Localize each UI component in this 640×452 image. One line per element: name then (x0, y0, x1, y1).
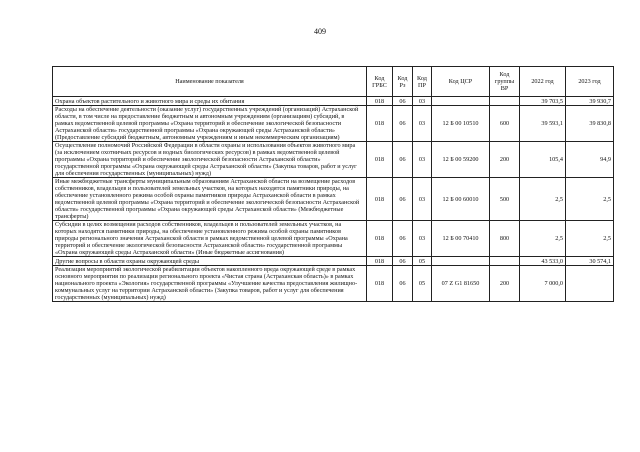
page-number: 409 (314, 27, 326, 36)
row-2022: 43 533,0 (520, 257, 566, 266)
table-row (53, 221, 614, 257)
row-csr: 12 Б 00 60010 (432, 178, 490, 221)
row-pr: 03 (413, 106, 432, 142)
row-2023: 30 574,1 (566, 257, 614, 266)
row-2022: 39 593,1 (520, 106, 566, 142)
row-name: Иные межбюджетные трансферты муниципальным образованиям Астраханской области на возмещение расходов собственников, владельцев и пользователей земельных участков, на которых находятся памятники природы, на обеспечение установленного режима особой охраны памятников природы Астраханской области в рамках ведомственной целевой программы «Охрана территорий и обеспечение экологической безопасности Астраханской области» государственной программы «Охрана окружающей среды Астраханской области» (Межбюджетные трансферты) (53, 178, 367, 221)
header-vr: Код группы ВР (490, 67, 520, 97)
row-csr: 07 Z G1 81650 (432, 266, 490, 302)
header-pr: Код ПР (413, 67, 432, 97)
row-grbs: 018 (367, 142, 393, 178)
row-csr: 12 Б 00 10510 (432, 106, 490, 142)
table-row (53, 142, 614, 178)
row-grbs: 018 (367, 257, 393, 266)
table-header-row (53, 67, 614, 97)
row-2023 (566, 266, 614, 302)
table-row (53, 97, 614, 106)
row-pr: 05 (413, 257, 432, 266)
row-2022: 2,5 (520, 178, 566, 221)
row-pr: 05 (413, 266, 432, 302)
row-vr: 500 (490, 178, 520, 221)
row-vr: 200 (490, 266, 520, 302)
row-2023: 2,5 (566, 221, 614, 257)
row-grbs: 018 (367, 178, 393, 221)
row-vr (490, 257, 520, 266)
row-name: Субсидии в целях возмещения расходов собственников, владельцев и пользователей земельных участков, на которых находятся памятники природы, на обеспечение установленного режима особой охраны памятников природы регионального значения Астраханской области в рамках ведомственной целевой программы «Охрана территорий и обеспечение экологической безопасности Астраханской области» государственной программы «Охрана окружающей среды Астраханской области» (Иные бюджетные ассигнования) (53, 221, 367, 257)
row-rz: 06 (393, 266, 413, 302)
table-row (53, 106, 614, 142)
header-2022: 2022 год (520, 67, 566, 97)
row-2023: 39 830,8 (566, 106, 614, 142)
header-rz: Код Рз (393, 67, 413, 97)
header-grbs: Код ГРБС (367, 67, 393, 97)
row-vr: 200 (490, 142, 520, 178)
row-2023: 94,9 (566, 142, 614, 178)
row-vr: 600 (490, 106, 520, 142)
row-rz: 06 (393, 97, 413, 106)
row-grbs: 018 (367, 266, 393, 302)
table-row (53, 178, 614, 221)
row-rz: 06 (393, 221, 413, 257)
row-csr: 12 Б 00 59200 (432, 142, 490, 178)
table-row (53, 266, 614, 302)
row-2022: 105,4 (520, 142, 566, 178)
row-2022: 7 000,0 (520, 266, 566, 302)
row-grbs: 018 (367, 221, 393, 257)
budget-table (52, 66, 614, 302)
row-rz: 06 (393, 106, 413, 142)
row-name: Реализация мероприятий экологической реабилитации объектов накопленного вреда окружающей среде в рамках основного мероприятия по реализации регионального проекта «Чистая страна (Астраханская область)» в рамках национального проекта «Экология» государственной программы «Улучшение качества предоставления жилищно-коммунальных услуг на территории Астраханской области» (Закупка товаров, работ и услуг для обеспечения государственных (муниципальных) нужд) (53, 266, 367, 302)
row-name: Осуществление полномочий Российской Федерации в области охраны и использования объектов животного мира (за исключением охотничьих ресурсов и водных биологических ресурсов) в рамках ведомственной целевой программы «Охрана территорий и обеспечение экологической безопасности Астраханской области» государственной программы «Охрана окружающей среды Астраханской области» (Закупка товаров, работ и услуг для обеспечения государственных (муниципальных) нужд) (53, 142, 367, 178)
header-csr: Код ЦСР (432, 67, 490, 97)
row-rz: 06 (393, 178, 413, 221)
row-name: Другие вопросы в области охраны окружающей среды (53, 257, 367, 266)
row-pr: 03 (413, 178, 432, 221)
row-grbs: 018 (367, 106, 393, 142)
row-2023: 2,5 (566, 178, 614, 221)
row-vr: 800 (490, 221, 520, 257)
row-csr (432, 257, 490, 266)
table-row (53, 257, 614, 266)
row-rz: 06 (393, 142, 413, 178)
header-name: Наименование показателя (53, 67, 367, 97)
row-name: Расходы на обеспечение деятельности (оказание услуг) государственных учреждений (организаций) Астраханской области, в том числе на предоставление бюджетным и автономным учреждениям (организациям) субсидий, в рамках ведомственной целевой программы «Охрана территорий и обеспечение экологической безопасности Астраханской области» государственной программы «Охрана окружающей среды Астраханской области» (Предоставление субсидий бюджетным, автономным учреждениям и иным некоммерческим организациям) (53, 106, 367, 142)
row-name: Охрана объектов растительного и животного мира и среды их обитания (53, 97, 367, 106)
header-2023: 2023 год (566, 67, 614, 97)
row-pr: 03 (413, 142, 432, 178)
row-csr: 12 Б 00 70410 (432, 221, 490, 257)
row-grbs: 018 (367, 97, 393, 106)
row-2023: 39 930,7 (566, 97, 614, 106)
row-2022: 39 703,5 (520, 97, 566, 106)
row-2022: 2,5 (520, 221, 566, 257)
row-csr (432, 97, 490, 106)
row-vr (490, 97, 520, 106)
row-pr: 03 (413, 97, 432, 106)
row-pr: 03 (413, 221, 432, 257)
row-rz: 06 (393, 257, 413, 266)
